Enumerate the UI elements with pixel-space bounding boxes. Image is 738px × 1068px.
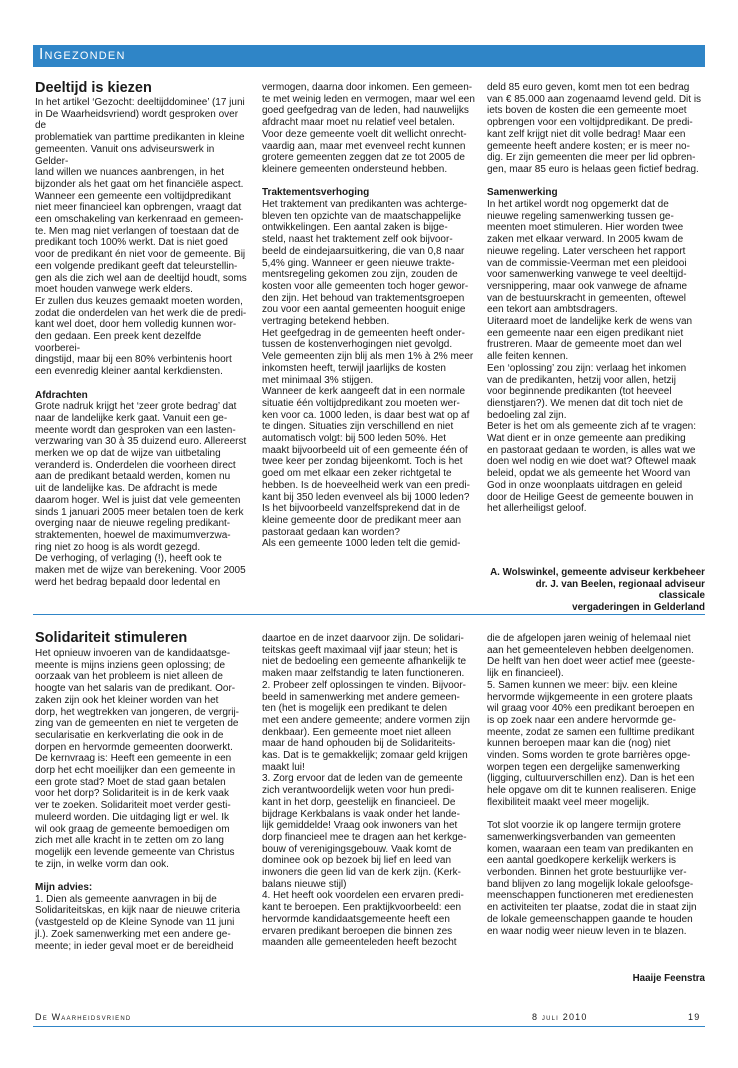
paragraph: Er zullen dus keuzes gemaakt moeten worden, zodat die onderdelen van het werk die de predi- kant wel doet, door hem volledig kunnen wor- den gedaan. Een preek kent dezelfde voorberei- dingstijd, maar bij een 80% verbintenis hoort een evenredig kleiner aantal kerkdiensten. [35, 295, 247, 378]
article2-column-2 [262, 633, 480, 949]
section-heading: Traktementsverhoging [262, 187, 370, 199]
paragraph: 1. Dien als gemeente aanvragen in bij de Solidariteitskas, en kijk naar de nieuwe criteria (vastgesteld op de Kleine Synode van 11 juni jl.). Zoek samenwerking met een andere ge- meente; in ieder geval moet er de bereidheid [35, 893, 241, 952]
article1-column-1 [35, 97, 247, 589]
paragraph: In het artikel ‘Gezocht: deeltijddominee’ (17 juni in De Waarheidsvriend) wordt gesproken over de problematiek van parttime predikanten in kleine gemeenten. Vanuit ons adviseurswerk in Gelder- land willen we nuances aanbrengen, in het bijzonder als het gaat om het financiële aspect. Wanneer een gemeente een voltijdpredikant niet meer financieel kan opbrengen, vraagt dat een omschakeling van kerkenraad en gemeen- te. Men mag niet verlangen of toestaan dat de predikant toch 100% werkt. Dat is niet goed voor de predikant én niet voor de gemeente. Bij een volgende predikant geeft dat teleurstellin- gen als die zich wel aan de deeltijd houdt, soms moet houden vanwege werk elders. [35, 97, 247, 296]
paragraph: In het artikel wordt nog opgemerkt dat de nieuwe regeling samenwerking tussen ge- meenten moet stimuleren. Hier worden twee zaken met elkaar verward. In 2005 kwam de nieuwe regeling. Later verscheen het rapport van de commissie-Veerman met een pleidooi voor samenwerking vanwege te veel deeltijd- versnippering, maar ook vanwege de afname van de bestuurskracht in gemeenten, oftewel een tekort aan ambtsdragers. [487, 199, 688, 316]
paragraph: 4. Het heeft ook voordelen een ervaren predi- kant te beroepen. Een praktijkvoorbeeld: een hervormde kandidaatsgemeente heeft een ervaren predikant beroepen die binnen zes maanden alle gemeenteleden heeft bezocht [262, 890, 464, 949]
section-label: Ingezonden [39, 46, 126, 63]
paragraph: 5. Samen kunnen we meer: bijv. een kleine hervormde wijkgemeente in een grotere plaats wil graag voor 40% een predikant beroepen en is op zoek naar een andere hervormde ge- meente, zodat ze samen een fulltime predikant kunnen beroepen maar kan die (nog) niet vinden. Soms worden te grote barrières opge- worpen tegen een dergelijke samenwerking (ligging, cultuurverschillen enz). Dan is het een hele opgave om dit te kunnen realiseren. Enige flexibiliteit maakt veel meer mogelijk. [487, 679, 697, 808]
section-heading: Afdrachten [35, 389, 88, 401]
paragraph: vermogen, daarna door inkomen. Een gemeen- te met weinig leden en vermogen, maar wel een goed geefgedrag van de leden, had nauwelijks afdracht maar moet nu relatief veel betalen. Voor deze gemeente voelt dit wellicht onrecht- vaardig aan, maar met evenveel recht kunnen grotere gemeenten zeggen dat ze tot 2005 de kleinere gemeenten ondersteund hebben. [262, 82, 475, 175]
paragraph: Uiteraard moet de landelijke kerk de wens van een gemeente naar een eigen predikant niet frustreren. Maar de gemeente moet dan wel alle feiten kennen. [487, 316, 693, 363]
article1-signature: A. Wolswinkel, gemeente adviseur kerkbeheer dr. J. van Beelen, regionaal adviseur classicale vergaderingen in Gelderland [490, 567, 705, 614]
paragraph: Een ‘oplossing’ zou zijn: verlaag het inkomen van de predikanten, hetzij voor allen, hetzij voor beginnende predikanten (tot heeveel dienstjaren?). We menen dat dit toch niet de bedoeling zal zijn. [487, 362, 687, 421]
paragraph: 3. Zorg ervoor dat de leden van de gemeente zich verantwoordelijk weten voor hun predi- kant in het dorp, geestelijk en financieel. De bijdrage Kerkbalans is vaak onder het lande- lijk gemiddelde! Vraag ook inwoners van het dorp financieel mee te dragen aan het kerkge- bouw of verenigingsgebouw. Vaak komt de dominee ook op bezoek bij lief en leed van inwoners die geen lid van de kerk zijn. (Kerk- balans nieuwe stijl) [262, 773, 467, 890]
paragraph: Het traktement van predikanten was achterge- bleven ten opzichte van de maatschappelijke ontwikkelingen. Een aantal zaken is bijge- steld, naast het traktement zelf ook bijvoor- beeld de eindejaarsuitkering, die van 0,8 naar 5,4% ging. Wanneer er geen nieuwe trakte- mentsregeling gekomen zou zijn, zouden de kosten voor alle gemeenten toch hoger gewor- den zijn. Het behoud van traktementsgroepen zou voor een aantal gemeenten hooguit enige vertraging betekend hebben. [262, 199, 469, 328]
paragraph: Beter is het om als gemeente zich af te vragen: Wat dient er in onze gemeente aan prediking en pastoraat gedaan te worden, is alles wat we doen wel nodig en wie doet wat? Oftewel maak beleid, opdat we als gemeente het Woord van God in onze woonplaats uitdragen en geleid door de Heilige Geest de gemeente bouwen in het allerheiligst geloof. [487, 421, 697, 515]
footer-rule [33, 1026, 705, 1027]
paragraph: De verhoging, of verlaging (!), heeft ook te maken met de wijze van berekening. Voor 2005 werd het bedrag bepaald door ledental en [35, 553, 246, 588]
footer-date: 8 juli 2010 [532, 1012, 588, 1022]
paragraph: Wanneer de kerk aangeeft dat in een normale situatie één voltijdpredikant zou moeten wer- ken voor ca. 1000 leden, is daar best wat op af te dingen. Situaties zijn verschillend en niet automatisch volgt: bij 500 leden 50%. Het maakt bijvoorbeeld uit of een gemeente één of twee keer per zondag bijeenkomt. Toch is het goed om met elkaar een zeker richtgetal te hebben. Is de hoeveelheid werk van een predi- kant bij 350 leden evenveel als bij 1000 leden? Is het bijvoorbeeld vanzelfsprekend dat in de kleine gemeente door de predikant meer aan pastoraat gedaan kan worden? [262, 386, 470, 538]
article2-signature: Haaije Feenstra [632, 973, 705, 984]
section-heading: Mijn advies: [35, 882, 93, 894]
paragraph: 2. Probeer zelf oplossingen te vinden. Bijvoor- beeld in samenwerking met andere gemeen- ten (het is mogelijk een predikant te delen met een andere gemeente; andere vormen zijn denkbaar). Een gemeente moet niet alleen maar de hand ophouden bij de Solidariteits- kas. Dat is te gemakkelijk; zomaar geld krijgen maakt lui! [262, 679, 470, 773]
paragraph: Als een gemeente 1000 leden telt die gemid- [262, 538, 461, 550]
article1-column-3 [487, 82, 705, 515]
section-heading: Samenwerking [487, 187, 558, 199]
paragraph: daartoe en de inzet daarvoor zijn. De solidari- teitskas geeft maximaal vijf jaar steun; het is niet de bedoeling een gemeente afhankelijk te maken maar zelfstandig te laten functioneren. [262, 633, 467, 680]
paragraph: Grote nadruk krijgt het ‘zeer grote bedrag’ dat naar de landelijke kerk gaat. Vanuit een ge- meente wordt dan gesproken van een lasten- verzwaring van 30 à 35 duizend euro. Allereerst merken we op dat de wijze van uitbetaling veranderd is. Onderdelen die voorheen direct aan de predikant betaald werden, komen nu uit de landelijke kas. De afdracht is mede daarom hoger. Wel is juist dat vele gemeenten sinds 1 januari 2005 meer betalen toen de kerk overging naar de nieuwe regeling predikant- straktementen, hoewel de maximumverzwa- ring niet zo hoog is als wordt gezegd. [35, 401, 247, 553]
article1-column-2 [262, 82, 480, 550]
article1-title: Deeltijd is kiezen [35, 80, 152, 96]
footer-publication: De Waarheidsvriend [35, 1012, 132, 1022]
paragraph: Het geefgedrag in de gemeenten heeft onder- tussen de kostenverhogingen niet gevolgd. Vele gemeenten zijn blij als men 1% à 2% meer inkomsten heeft, terwijl jaarlijks de kosten met minimaal 3% stijgen. [262, 327, 474, 386]
paragraph: deld 85 euro geven, komt men tot een bedrag van € 85.000 aan zogenaamd levend geld. Dit is iets boven de kosten die een gemeente moet opbrengen voor een voltijdpredikant. De predi- kant zelf krijgt niet dit volle bedrag! Maar een gemeente heeft andere kosten; er is meer no- dig. Er zijn gemeenten die meer per lid opbren- gen, maar 85 euro is helaas geen fictief bedrag. [487, 82, 702, 175]
paragraph: die de afgelopen jaren weinig of helemaal niet aan het gemeenteleven hebben deelgenomen. De helft van hen doet weer actief mee (geeste- lijk en financieel). [487, 633, 695, 680]
paragraph: Het opnieuw invoeren van de kandidaatsge- meente is mijns inziens geen oplossing; de oorzaak van het probleem is niet alleen de hoogte van het salaris van de predikant. Oor- zaken zijn ook het kleiner worden van het dorp, het wegtrekken van jongeren, de vergrij- zing van de gemeenten en niet te vergeten de secularisatie en kerkverlating die ook in de dorpen en hervormde gemeenten doorwerkt. De kernvraag is: Heeft een gemeente in een dorp het echt moeilijker dan een gemeente in een grote stad? Moet de stad gaan betalen voor het dorp? Solidariteit is in de kerk vaak ver te zoeken. Solidariteit moet verder gesti- muleerd worden. Die uitdaging ligt er wel. Ik wil ook graag de gemeente bemoedigen om zich met alle kracht in te zetten om zo lang mogelijk een levende gemeente van Christus te zijn, in welke vorm dan ook. [35, 648, 240, 870]
article2-title: Solidariteit stimuleren [35, 630, 188, 646]
article2-column-3 [487, 633, 705, 937]
article2-column-1 [35, 648, 253, 952]
section-divider [33, 614, 705, 615]
footer-page-number: 19 [688, 1012, 701, 1022]
paragraph: Tot slot voorzie ik op langere termijn grotere samenwerkingsverbanden van gemeenten komen, waaraan een team van predikanten en een aantal goedkopere kerkelijk werkers is verbonden. Binnen het grote bestuurlijke ver- band blijven zo lang mogelijk lokale geloofsge- meenschappen functioneren met eredienesten en activiteiten ter plaatse, zodat die in staat zijn de lokale gemeenschappen gaande te houden en waar nodig weer nieuw leven in te blazen. [487, 820, 697, 937]
section-banner [33, 45, 705, 67]
